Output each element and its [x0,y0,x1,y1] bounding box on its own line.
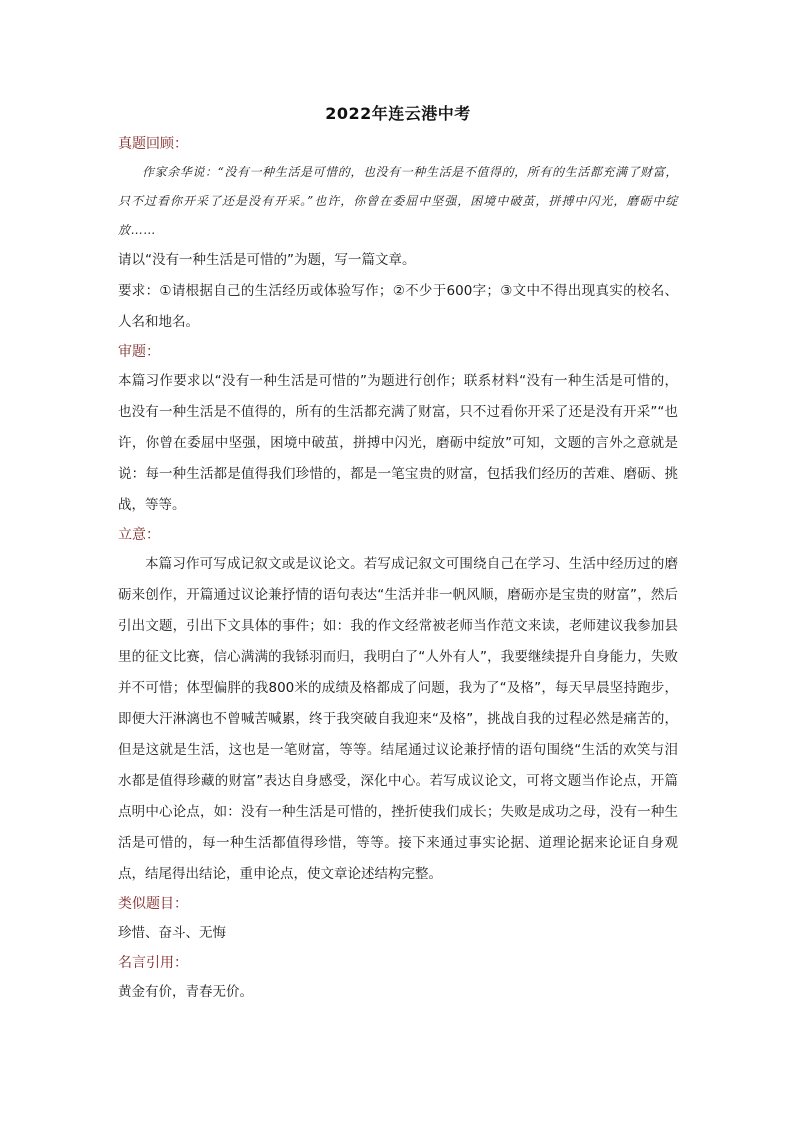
section-similar [118,890,678,949]
review-quote: 作家余华说：“没有一种生活是可惜的，也没有一种生活是不值得的，所有的生活都充满了财富，只不过看你开采了还是没有开采。”也许，你曾在委屈中坚强，困境中破茧，拼搏中闪光，磨砺中绽放…… [118,165,678,237]
review-prompt: 请以“没有一种生活是可惜的”为题，写一篇文章。 [118,252,416,268]
similar-body: 珍惜、奋斗、无悔 [118,925,226,941]
similar-heading: 类似题目： [118,896,188,912]
analysis-body: 本篇习作要求以“没有一种生活是可惜的”为题进行创作；联系材料“没有一种生活是可惜的，也没有一种生活是不值得的，所有的生活都充满了财富，只不过看你开采了还是没有开采”“也许，你曾在委屈中坚强，困境中破茧，拼搏中闪光，磨砺中绽放”可知，文题的言外之意就是说：每一种生活都是值得我们珍惜的，都是一笔宝贵的财富，包括我们经历的苦难、磨砺、挑战，等等。 [118,373,678,513]
concept-heading: 立意： [118,527,160,543]
section-quotes [118,949,678,1008]
section-review [118,130,678,338]
document-title: 2022年连云港中考 [325,104,471,123]
review-heading: 真题回顾： [118,136,188,152]
section-analysis [118,338,678,521]
analysis-heading: 审题： [118,344,160,360]
section-concept [118,521,678,890]
concept-body: 本篇习作可写成记叙文或是议论文。若写成记叙文可围绕自己在学习、生活中经历过的磨砺来创作，开篇通过议论兼抒情的语句表达“生活并非一帆风顺，磨砺亦是宝贵的财富”，然后引出文题，引出下文具体的事件；如：我的作文经常被老师当作范文来读，老师建议我参加县里的征文比赛，信心满满的我铩羽而归，我明白了“人外有人”，我要继续提升自身能力，失败并不可惜；体型偏胖的我800米的成绩及格都成了问题，我为了“及格”，每天早晨坚持跑步，即便大汗淋漓也不曾喊苦喊累，终于我突破自我迎来“及格”，挑战自我的过程必然是痛苦的，但是这就是生活，这也是一笔财富，等等。结尾通过议论兼抒情的语句围绕“生活的欢笑与泪水都是值得珍藏的财富”表达自身感受，深化中心。若写成议论文，可将文题当作论点，开篇点明中心论点，如：没有一种生活是可惜的，挫折使我们成长；失败是成功之母，没有一种生活是可惜的，每一种生活都值得珍惜，等等。接下来通过事实论据、道理论据来论证自身观点，结尾得出结论，重申论点，使文章论述结构完整。 [118,556,678,882]
document-page [118,100,678,1008]
quotes-body: 黄金有价，青春无价。 [118,984,253,1000]
review-requirements: 要求：①请根据自己的生活经历或体验写作；②不少于600字；③文中不得出现真实的校名、人名和地名。 [118,283,678,330]
quotes-heading: 名言引用： [118,955,188,971]
